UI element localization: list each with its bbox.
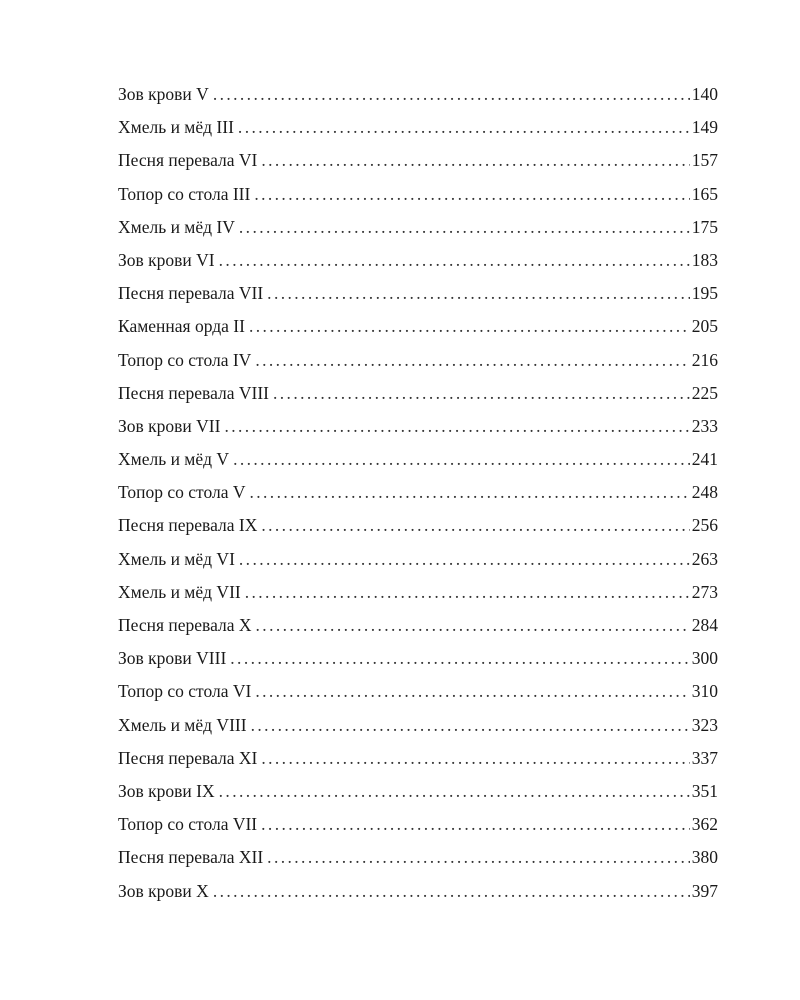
toc-dot-leader xyxy=(254,178,689,211)
toc-entry xyxy=(118,443,718,476)
toc-entry xyxy=(118,476,718,509)
toc-entry-page-number: 362 xyxy=(691,814,718,835)
toc-entry xyxy=(118,410,718,443)
toc-entry-page-number: 248 xyxy=(691,482,718,503)
toc-dot-leader xyxy=(219,775,690,808)
toc-entry-page-number: 310 xyxy=(691,681,718,702)
toc-entry-page-number: 256 xyxy=(691,515,718,536)
toc-entry-title: Топор со стола V xyxy=(118,482,246,503)
toc-entry-title: Хмель и мёд V xyxy=(118,449,230,470)
toc-dot-leader xyxy=(224,410,689,443)
toc-entry-title: Песня перевала IX xyxy=(118,515,258,536)
toc-entry-page-number: 233 xyxy=(691,415,718,436)
toc-entry-title: Зов крови X xyxy=(118,880,209,901)
toc-entry-page-number: 323 xyxy=(691,714,718,735)
toc-entry-page-number: 263 xyxy=(691,548,718,569)
toc-entry-title: Зов крови V xyxy=(118,84,209,104)
toc-entry-title: Хмель и мёд VI xyxy=(118,548,235,569)
toc-dot-leader xyxy=(213,875,690,908)
toc-entry-title: Зов крови VIII xyxy=(118,648,227,669)
toc-dot-leader xyxy=(233,443,690,476)
toc-dot-leader xyxy=(251,709,690,742)
toc-entry xyxy=(118,509,718,542)
toc-entry-title: Песня перевала VII xyxy=(118,283,264,304)
toc-entry-page-number: 165 xyxy=(691,183,718,204)
toc-entry xyxy=(118,709,718,742)
toc-entry-title: Песня перевала XI xyxy=(118,747,258,768)
toc-entry-page-number: 140 xyxy=(691,84,718,104)
toc-entry-page-number: 225 xyxy=(691,382,718,403)
toc-entry-title: Песня перевала VIII xyxy=(118,382,269,403)
toc-entry xyxy=(118,277,718,310)
toc-entry-page-number: 284 xyxy=(691,615,718,635)
toc-entry-title: Песня перевала VI xyxy=(118,150,258,171)
toc-entry-title: Топор со стола IV xyxy=(118,349,252,370)
toc-entry-title: Хмель и мёд VIII xyxy=(118,714,247,735)
toc-entry-page-number: 183 xyxy=(691,249,718,270)
toc-entry xyxy=(118,576,718,609)
toc-entry xyxy=(118,642,718,675)
toc-dot-leader xyxy=(219,244,690,277)
toc-dot-leader xyxy=(239,543,690,576)
toc-entry-title: Зов крови VI xyxy=(118,249,215,270)
toc-entry-page-number: 157 xyxy=(691,150,718,171)
toc-entry-title: Топор со стола VI xyxy=(118,681,252,702)
toc-dot-leader xyxy=(245,576,690,609)
toc-dot-leader xyxy=(249,476,689,509)
toc-dot-leader xyxy=(261,742,689,775)
toc-dot-leader xyxy=(255,344,689,377)
toc-entry-title: Топор со стола III xyxy=(118,183,251,204)
toc-entry-title: Песня перевала XII xyxy=(118,847,264,868)
toc-entry-page-number: 205 xyxy=(691,316,718,337)
toc-entry xyxy=(118,808,718,841)
toc-entry-title: Хмель и мёд VII xyxy=(118,581,241,602)
toc-entry xyxy=(118,742,718,775)
toc-entry-page-number: 380 xyxy=(691,847,718,868)
toc-entry xyxy=(118,609,718,642)
toc-dot-leader xyxy=(267,841,690,874)
toc-entry-title: Песня перевала X xyxy=(118,615,252,635)
toc-entry-page-number: 195 xyxy=(691,283,718,304)
toc-entry xyxy=(118,675,718,708)
toc-entry-page-number: 337 xyxy=(691,747,718,768)
toc-entry-title: Каменная орда II xyxy=(118,316,245,337)
toc-entry xyxy=(118,178,718,211)
toc-entry-page-number: 216 xyxy=(691,349,718,370)
toc-entry xyxy=(118,875,718,908)
toc-dot-leader xyxy=(249,310,690,343)
toc-entry-title: Зов крови IX xyxy=(118,780,215,801)
toc-dot-leader xyxy=(213,78,690,111)
toc-dot-leader xyxy=(261,144,689,177)
toc-dot-leader xyxy=(238,111,690,144)
toc-entry xyxy=(118,244,718,277)
toc-entry xyxy=(118,144,718,177)
toc-entry-page-number: 300 xyxy=(691,648,718,669)
toc-entry-page-number: 273 xyxy=(691,581,718,602)
toc-entry-title: Хмель и мёд IV xyxy=(118,216,235,237)
toc-entry xyxy=(118,78,718,111)
toc-dot-leader xyxy=(255,675,689,708)
toc-entry xyxy=(118,377,718,410)
toc-entry xyxy=(118,344,718,377)
toc-entry xyxy=(118,775,718,808)
toc-entry-title: Топор со стола VII xyxy=(118,814,258,835)
toc-entry-title: Зов крови VII xyxy=(118,415,221,436)
toc-dot-leader xyxy=(261,509,689,542)
toc-dot-leader xyxy=(230,642,689,675)
toc-entry-title: Хмель и мёд III xyxy=(118,117,234,138)
toc-entry-page-number: 175 xyxy=(691,216,718,237)
toc-entry xyxy=(118,841,718,874)
table-of-contents xyxy=(118,78,718,908)
toc-entry-page-number: 241 xyxy=(691,449,718,470)
toc-entry xyxy=(118,310,718,343)
toc-entry-page-number: 149 xyxy=(691,117,718,138)
toc-entry-page-number: 397 xyxy=(691,880,718,901)
toc-dot-leader xyxy=(273,377,690,410)
toc-entry xyxy=(118,543,718,576)
toc-dot-leader xyxy=(256,609,690,642)
toc-entry xyxy=(118,211,718,244)
toc-dot-leader xyxy=(239,211,690,244)
toc-dot-leader xyxy=(261,808,690,841)
toc-dot-leader xyxy=(267,277,690,310)
toc-entry-page-number: 351 xyxy=(691,780,718,801)
toc-entry xyxy=(118,111,718,144)
